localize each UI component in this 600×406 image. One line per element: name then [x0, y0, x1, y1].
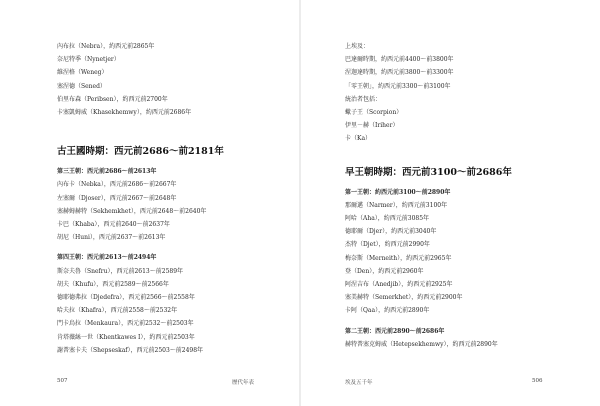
list-item: 杰特（Djet），約西元前2990年 [345, 241, 430, 249]
dynasty-3-title: 第三王朝：西元前2686～前2613年 [57, 168, 157, 176]
list-item: 登（Den），約西元前2960年 [345, 267, 424, 275]
list-item: 肯塔薇絲一世（Khentkawes I），約西元前2503年 [57, 333, 195, 341]
list-item: 卡塞凱姆威（Khasekhemwy），約西元前2686年 [57, 109, 192, 117]
list-item: 梅奈斯（Merneith），約西元前2965年 [345, 254, 452, 262]
list-item: 哈夫拉（Khafra），西元前2558～前2532年 [57, 307, 178, 315]
list-item: 卡巴（Khaba），西元前2640～前2637年 [57, 221, 170, 229]
section-heading-old-kingdom: 古王國時期：西元前2686～前2181年 [57, 146, 224, 158]
list-item: 伯里布森（Peribsen），約西元前2700年 [57, 95, 168, 103]
list-item: 巴達爾時期，約西元前4400～前3800年 [345, 56, 454, 64]
list-item: 胡尼（Huni），西元前2637～前2613年 [57, 234, 166, 242]
running-title-left: 歷代年表 [232, 380, 255, 386]
list-item: 阿涅吉布（Anedjib），約西元前2925年 [345, 281, 453, 289]
list-item: 維涅格（Weneg） [57, 69, 108, 77]
list-item: 奈尼特季（Nynetjer） [57, 56, 120, 64]
section-heading-early-dynastic: 早王朝時期：西元前3100～前2686年 [345, 166, 512, 178]
dynasty-2-title: 第二王朝：西元前2890～前2686年 [345, 327, 445, 335]
page-number-right: 506 [532, 378, 543, 384]
right-page-content [345, 40, 585, 351]
list-item: 卡阿（Qaa），約西元前2890年 [345, 307, 430, 315]
list-item: 謝普塞卡夫（Shepseskaf），西元前2503～前2498年 [57, 346, 204, 354]
dynasty-4-title: 第四王朝：西元前2613～前2494年 [57, 254, 157, 262]
list-item: 門卡烏拉（Menkaura），西元前2532～前2503年 [57, 320, 194, 328]
list-item: 蠍子王（Scorpion） [345, 109, 403, 117]
list-item: 德耶爾（Djer），約西元前3040年 [345, 228, 437, 236]
list-item: 塞美赫特（Semerkhet），約西元前2900年 [345, 294, 463, 302]
list-item: 內布拉（Nebra），約西元前2865年 [57, 43, 155, 50]
list-item: 左塞爾（Djoser），西元前2667～前2648年 [57, 194, 177, 202]
list-item: 卡（Ka） [345, 135, 372, 143]
list-item: 「零王朝」，約西元前3300～前3100年 [345, 82, 451, 90]
left-page-content [57, 40, 292, 357]
list-item: 赫特普塞克姆威（Hetepsekhemwy），約西元前2890年 [345, 340, 498, 348]
region-label: 上埃及： [345, 43, 370, 50]
dynasty-1-title: 第一王朝：約西元前3100～前2890年 [345, 188, 451, 196]
list-item: 塞涅德（Sened） [57, 82, 106, 90]
list-item: 塞赫姆赫特（Sekhemkhet），西元前2648～前2640年 [57, 207, 207, 215]
list-item: 胡夫（Khufu），西元前2589～前2566年 [57, 280, 169, 288]
page-number-left: 507 [57, 378, 68, 384]
list-item: 阿哈（Aha），約西元前3085年 [345, 215, 430, 223]
list-item: 德耶德弗拉（Djedefra），西元前2566～前2558年 [57, 294, 195, 302]
list-item: 統治者包括： [345, 95, 382, 103]
running-title-right: 埃及五千年 [345, 380, 373, 386]
list-item: 涅迦達時期，約西元前3800～前3300年 [345, 69, 454, 77]
list-item: 內布卡（Nebka），西元前2686～前2667年 [57, 181, 177, 189]
list-item: 那爾邁（Narmer），約西元前3100年 [345, 201, 448, 209]
list-item: 伊里－赫（Iriher） [345, 122, 399, 130]
right-page [300, 0, 600, 406]
list-item: 斯奈夫魯（Snefru），西元前2613～前2589年 [57, 267, 184, 275]
